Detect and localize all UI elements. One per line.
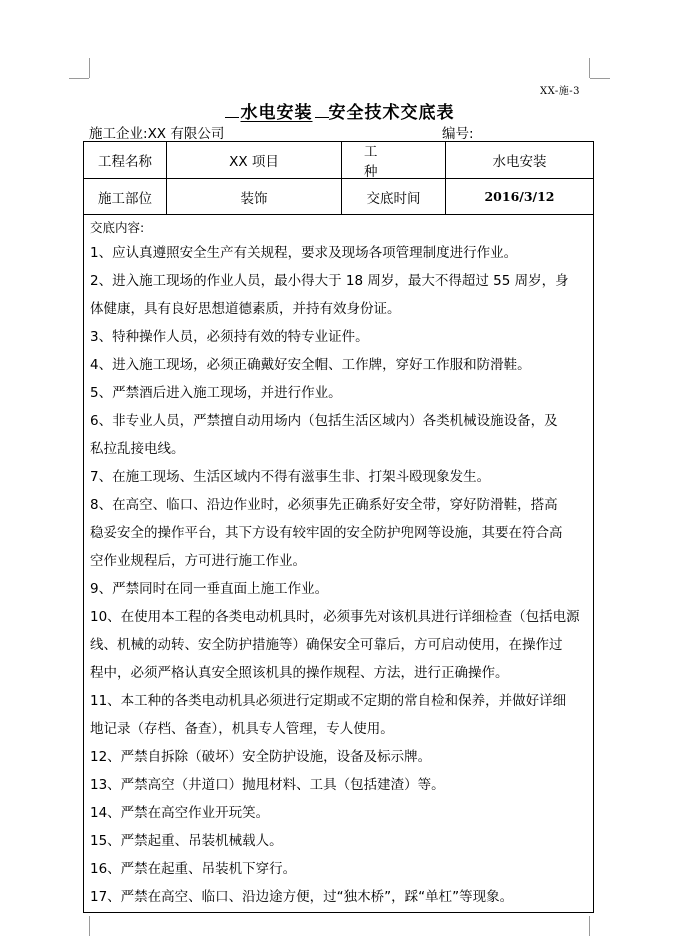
content-line: 11、本工种的各类电动机具必须进行定期或不定期的常自检和保养，并做好详细 <box>90 693 567 709</box>
content-line: 3、特种操作人员，必须持有效的特专业证件。 <box>90 329 369 345</box>
content-line: 16、严禁在起重、吊装机下穿行。 <box>90 861 297 877</box>
content-line: 体健康，具有良好思想道德素质，并持有效身份证。 <box>90 301 401 317</box>
content-line: 空作业规程后，方可进行施工作业。 <box>90 553 306 569</box>
table-row-location <box>84 179 593 215</box>
company-line <box>89 122 224 142</box>
date-value-text: 2016/3/12 <box>484 189 555 204</box>
content-line: 5、严禁酒后进入施工现场，并进行作业。 <box>90 385 342 401</box>
crop-mark-top-right-h <box>590 78 610 79</box>
disclosure-table <box>83 141 594 913</box>
content-line: 4、进入施工现场，必须正确戴好安全帽、工作牌，穿好工作服和防滑鞋。 <box>90 357 531 373</box>
content-line: 6、非专业人员，严禁擅自动用场内（包括生活区域内）各类机械设施设备，及 <box>90 413 558 429</box>
crop-mark-top-right-v <box>589 58 590 78</box>
content-line: 10、在使用本工程的各类电动机具时，必须事先对该机具进行详细检查（包括电源 <box>90 609 580 625</box>
content-line: 12、严禁自拆除（破坏）安全防护设施，设备及标示牌。 <box>90 749 432 765</box>
disclosure-content <box>84 215 593 911</box>
crop-mark-top-left-v <box>89 58 90 78</box>
content-line: 8、在高空、临口、沿边作业时，必须事先正确系好安全带，穿好防滑鞋，搭高 <box>90 497 558 513</box>
content-line: 稳妥安全的操作平台，其下方设有较牢固的安全防护兜网等设施，其要在符合高 <box>90 525 563 541</box>
trade-value: 水电安装 <box>445 142 593 178</box>
content-line: 13、严禁高空（井道口）抛甩材料、工具（包括建渣）等。 <box>90 777 445 793</box>
content-line: 程中，必须严格认真安全照该机具的操作规程、方法，进行正确操作。 <box>90 665 509 681</box>
content-line: 14、严禁在高空作业开玩笑。 <box>90 805 270 821</box>
title-main: 安全技术交底表 <box>328 103 455 123</box>
content-items <box>90 239 587 911</box>
table-row-project <box>84 142 593 179</box>
content-line: 17、严禁在高空、临口、沿边途方便，过“独木桥”，踩“单杠”等现象。 <box>90 889 514 905</box>
page-title <box>0 98 679 123</box>
content-line: 9、严禁同时在同一垂直面上施工作业。 <box>90 581 329 597</box>
title-underline-left <box>225 103 239 118</box>
date-value <box>445 179 593 214</box>
date-label: 交底时间 <box>341 179 445 214</box>
document-code: XX-施-3 <box>539 86 580 97</box>
number-label: 编号: <box>442 126 474 142</box>
crop-mark-bottom-left-v <box>89 916 90 936</box>
trade-label-text: 工 种 <box>364 144 400 180</box>
company-label: 施工企业: <box>89 126 148 142</box>
crop-mark-bottom-right-v <box>589 916 590 936</box>
crop-mark-top-left-h <box>69 78 89 79</box>
project-name-value: XX 项目 <box>229 154 279 170</box>
content-label: 交底内容: <box>90 220 145 235</box>
trade-label <box>341 142 445 178</box>
content-line: 2、进入施工现场的作业人员，最小得大于 18 周岁，最大不得超过 55 周岁，身 <box>90 273 569 289</box>
company-value: XX 有限公司 <box>147 126 225 142</box>
content-line: 地记录（存档、备查），机具专人管理，专人使用。 <box>90 721 394 737</box>
content-line: 线、机械的动转、安全防护措施等）确保安全可靠后，方可启动使用，在操作过 <box>90 637 563 653</box>
content-line: 私拉乱接电线。 <box>90 441 185 457</box>
location-value: 装饰 <box>240 190 268 207</box>
title-underline-right <box>315 103 329 118</box>
content-line: 15、严禁起重、吊装机械载人。 <box>90 833 283 849</box>
project-name-label: 工程名称 <box>84 142 167 178</box>
title-trade-blank: 水电安装 <box>240 103 313 123</box>
content-line: 7、在施工现场、生活区域内不得有滋事生非、打架斗殴现象发生。 <box>90 469 491 485</box>
content-line: 1、应认真遵照安全生产有关规程，要求及现场各项管理制度进行作业。 <box>90 245 518 261</box>
location-label: 施工部位 <box>84 179 167 214</box>
